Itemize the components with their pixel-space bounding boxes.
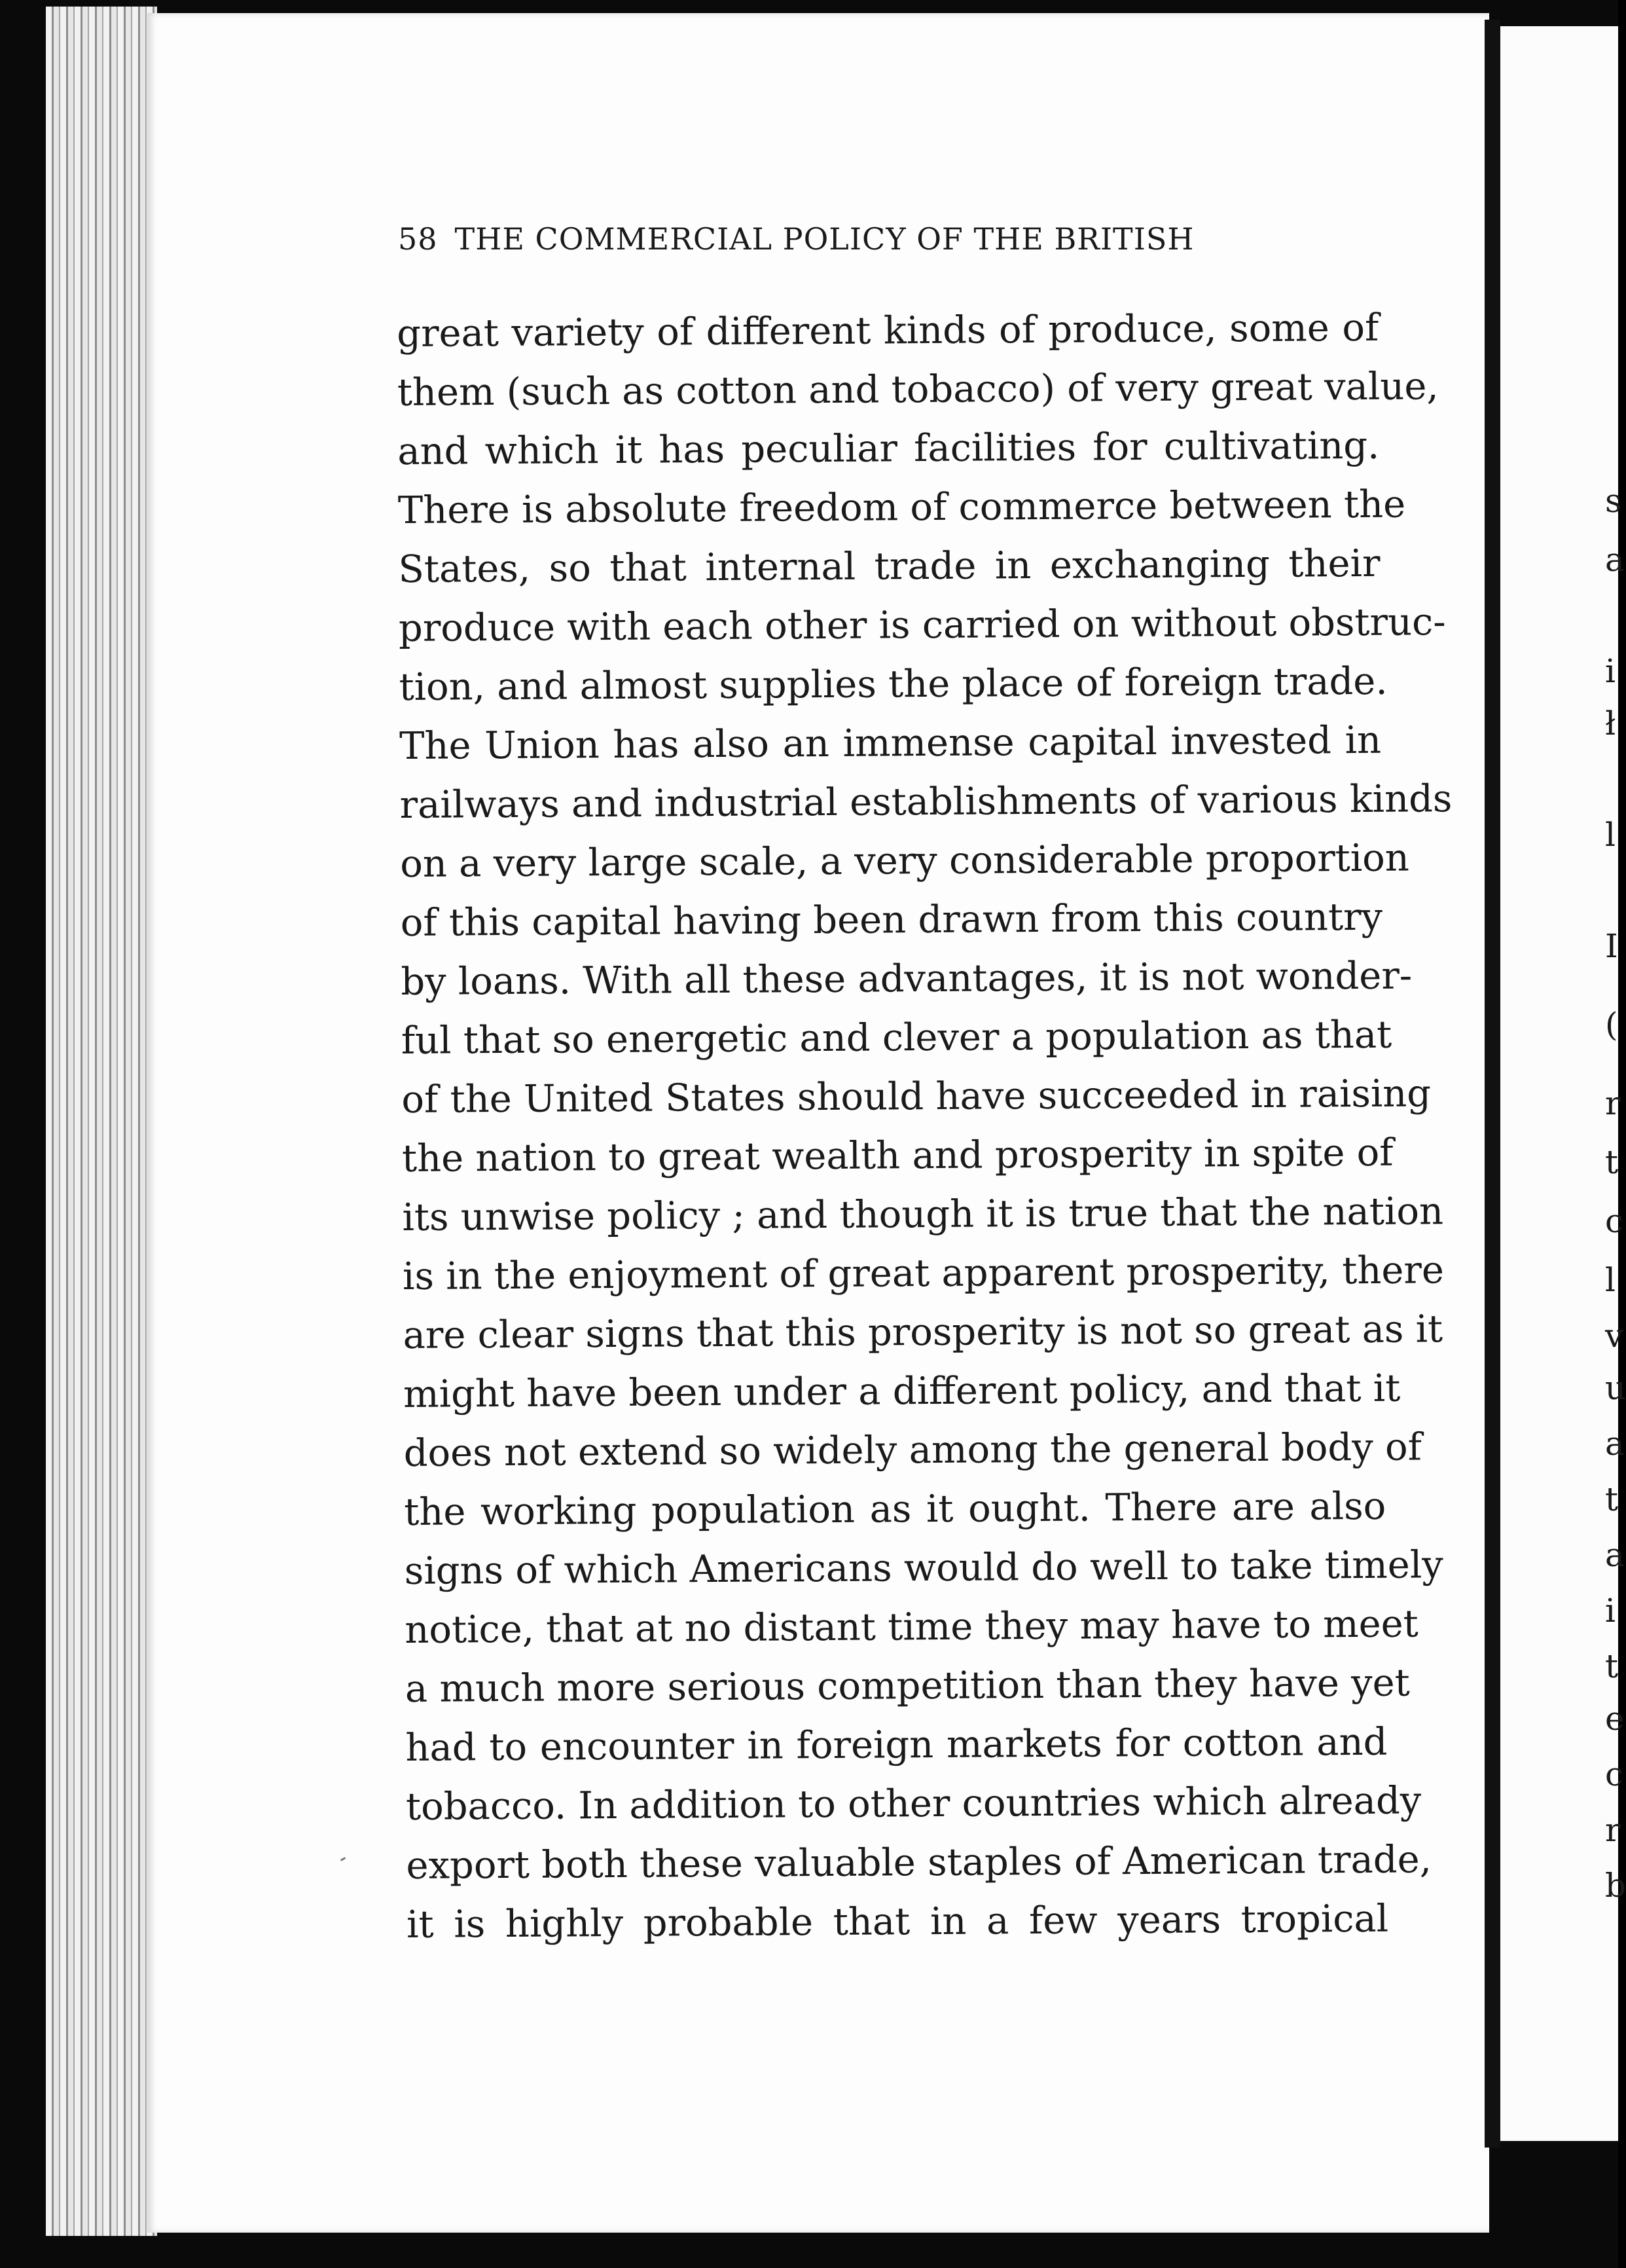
adjacent-page-letter: b [1605,1867,1626,1905]
text-line: its unwise policy ; and though it is true that the nation [402,1189,1444,1239]
adjacent-page-letter: t [1605,1143,1619,1181]
adjacent-page-letter: l [1605,1261,1616,1299]
text-line: export both these valuable staples of American trade, [406,1837,1432,1888]
adjacent-page-letter: ( [1605,1006,1618,1044]
adjacent-page-letter: a [1605,541,1625,579]
book-gutter [1485,20,1500,2148]
adjacent-page-letter: ł [1605,704,1616,742]
text-line: are clear signs that this prosperity is not so great as it [403,1307,1443,1357]
text-line: great variety of different kinds of produce, some of [397,305,1379,356]
text-line: by loans. With all these advantages, it is not wonder- [401,953,1413,1004]
text-line: the nation to great wealth and prosperity in spite of [401,1130,1394,1180]
text-line: produce with each other is carried on without obstruc- [398,600,1446,650]
adjacent-page-letter: u [1605,1369,1626,1407]
text-line: had to encounter in foreign markets for cotton and [405,1719,1388,1770]
adjacent-page-letter: c [1605,1202,1624,1240]
text-line: might have been under a different policy, and that it [403,1366,1401,1416]
adjacent-page-letter: i [1605,1592,1616,1630]
running-title: THE COMMERCIAL POLICY OF THE BRITISH [454,221,1195,257]
body-text [397,299,1453,1954]
adjacent-page-letter: t [1605,1480,1619,1518]
page-edges [46,7,157,2236]
text-line: does not extend so widely among the general body of [403,1425,1422,1475]
text-line: railways and industrial establishments of various kinds [399,777,1453,827]
text-line: it is highly probable that in a few years tropical [406,1896,1389,1947]
adjacent-page-letter: r [1605,1811,1621,1849]
adjacent-page-letter: l [1605,816,1616,854]
text-line: tobacco. In addition to other countries which already [405,1778,1422,1829]
text-line: them (such as cotton and tobacco) of very great value, [397,364,1439,414]
adjacent-page-letter: e [1605,1700,1625,1738]
text-line: The Union has also an immense capital invested in [399,718,1382,768]
text-line: There is absolute freedom of commerce between the [397,482,1406,532]
adjacent-page-letter: c [1605,1755,1624,1793]
adjacent-page-letter: a [1605,1425,1625,1463]
running-header [398,221,1301,257]
text-line: on a very large scale, a very considerable proportion [400,835,1410,886]
text-line: of the United States should have succeeded in raising [401,1071,1432,1122]
adjacent-page-edge [1500,26,1626,2141]
adjacent-page-letter: I [1605,927,1618,965]
adjacent-page-letter: r [1605,1084,1621,1122]
text-line: ful that so energetic and clever a population as that [401,1012,1392,1063]
adjacent-page-letter: a [1605,1536,1625,1574]
text-line: a much more serious competition than they have yet [405,1660,1410,1711]
adjacent-page-letter: v [1605,1317,1624,1355]
adjacent-page-letter: s [1605,482,1622,520]
text-line: notice, that at no distant time they may have to meet [405,1601,1419,1652]
text-line: States, so that internal trade in exchanging their [398,541,1381,591]
text-line: is in the enjoyment of great apparent prosperity, there [402,1248,1445,1298]
adjacent-page-letter: i [1605,652,1616,690]
adjacent-page-letter: t [1605,1647,1619,1685]
text-line: and which it has peculiar facilities for cultivating. [397,423,1380,473]
text-line: tion, and almost supplies the place of foreign trade. [399,659,1388,709]
text-line: signs of which Americans would do well to take timely [404,1543,1443,1593]
page-number: 58 [398,221,438,257]
text-line: the working population as it ought. There are also [404,1484,1386,1534]
text-line: of this capital having been drawn from this country [400,894,1383,945]
